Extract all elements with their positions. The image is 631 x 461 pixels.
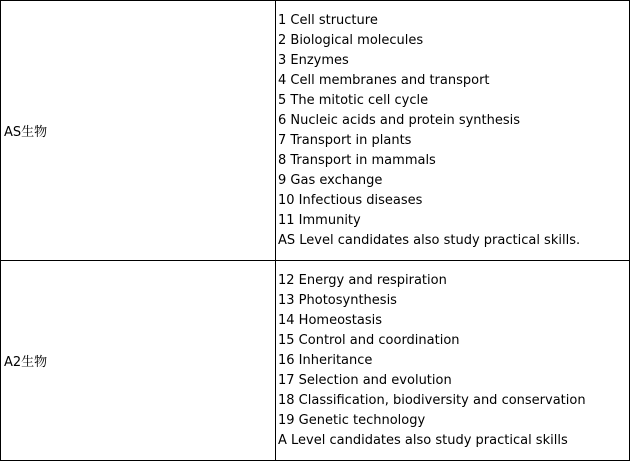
topic-item: 3 Enzymes	[278, 53, 349, 68]
topic-item: 10 Infectious diseases	[278, 193, 423, 208]
topic-item: 7 Transport in plants	[278, 133, 412, 148]
topic-item: 11 Immunity	[278, 213, 361, 228]
topic-item: 12 Energy and respiration	[278, 273, 447, 288]
topic-item: 14 Homeostasis	[278, 313, 383, 328]
topic-item: 4 Cell membranes and transport	[278, 73, 490, 88]
topic-list-a2	[276, 261, 630, 461]
practical-skills-note: AS Level candidates also study practical skills.	[278, 233, 581, 248]
topic-item: 18 Classification, biodiversity and conservation	[278, 393, 586, 408]
row-label-a2-biology: A2生物	[1, 261, 276, 461]
table-row-a2-biology	[1, 261, 630, 461]
topic-item: 16 Inheritance	[278, 353, 373, 368]
topic-item: 2 Biological molecules	[278, 33, 424, 48]
topic-item: 9 Gas exchange	[278, 173, 383, 188]
topic-item: 13 Photosynthesis	[278, 293, 397, 308]
topic-item: 8 Transport in mammals	[278, 153, 436, 168]
topic-item: 1 Cell structure	[278, 13, 378, 28]
topic-item: 5 The mitotic cell cycle	[278, 93, 429, 108]
topic-item: 17 Selection and evolution	[278, 373, 452, 388]
topic-item: 15 Control and coordination	[278, 333, 460, 348]
table-row-as-biology	[1, 1, 630, 261]
topic-item: 19 Genetic technology	[278, 413, 426, 428]
row-label-as-biology: AS生物	[1, 1, 276, 261]
practical-skills-note: A Level candidates also study practical skills	[278, 433, 568, 448]
topic-list-as	[276, 1, 630, 261]
topic-item: 6 Nucleic acids and protein synthesis	[278, 113, 521, 128]
